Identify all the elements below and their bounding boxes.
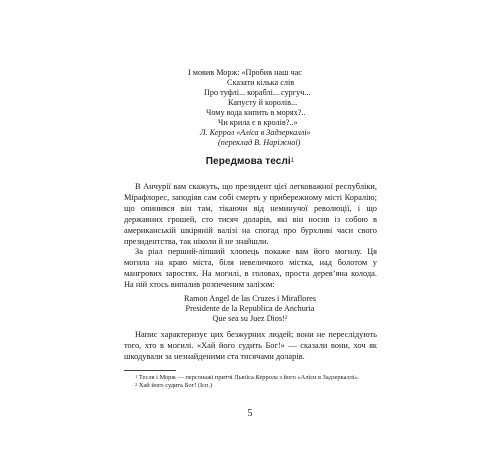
footnote-divider	[124, 370, 176, 371]
inscription-line: Ramon Angel de las Cruzes i Miraflores	[184, 294, 316, 303]
epigraph-line: І мовив Морж: «Пробив наш час	[188, 68, 302, 77]
grave-inscription	[0, 294, 500, 324]
epigraph-line: Чому вода кипить в морях?..	[206, 108, 306, 117]
paragraph: В Анчурії вам скажуть, що президент цієї легковажної республіки, Мірафлорес, заподіяв сам собі смерть у прибережному місті Коралію; що опинився він там, тікаючи від неминучої революції, і що державних грошей, сто тисяч доларів, які він носив із собою в американській шкіряній валізі на спогад про бурхливі часи свого президентства, так ніколи й не знайшли.	[124, 182, 377, 246]
chapter-heading	[0, 156, 500, 168]
page-number: 5	[247, 408, 253, 419]
paragraph: За ріал перший-ліпший хлопець покаже вам його могилу. Ця могила на краю міста, біля невеличкого містка, над болотом у мангрових заростях. На могилі, в головах, проста дерев’яна колода. На ній хтось випалив розпеченим залізом:	[124, 247, 377, 290]
epigraph	[188, 68, 428, 148]
footnotes	[124, 374, 377, 390]
epigraph-attribution: Л. Кеpрол «Аліса в Задзеркаллі»	[200, 128, 311, 137]
body-text	[124, 182, 377, 291]
footnote-text: Хай його судить Бог! (Ісп.)	[138, 382, 213, 389]
inscription-line: Presidente de la Republica de Anchuria	[185, 304, 315, 313]
epigraph-line: Про туфлі... кораблі... сургуч...	[204, 88, 311, 97]
epigraph-line: Сказати кілька слів	[227, 78, 295, 87]
epigraph-translator: (переклад В. Наріжної)	[218, 138, 301, 147]
footnote-mark: 1	[135, 374, 138, 379]
epigraph-line: Чи крила є в кролів?..»	[218, 118, 298, 127]
footnote	[124, 374, 377, 382]
inscription-line: Que sea su Juez Dios!	[212, 314, 285, 323]
footnote	[124, 382, 377, 390]
footnote-ref: 1	[290, 158, 295, 164]
paragraph: Напис характеризує цих безжурних людей; вони не переслідують того, хто в могилі. «Хай його судить Бог!» — сказали вони, хоч як шкодували за незнайденими ста тисячами доларів.	[124, 330, 377, 361]
body-text-continued	[124, 330, 377, 363]
footnote-text: Тесля і Морж — персонажі притчі Льюїса Керрола з його «Аліси в Задзеркаллі».	[138, 374, 360, 381]
chapter-title: Передмова теслі	[205, 156, 291, 167]
epigraph-line: Капусту й королів...	[228, 98, 298, 107]
footnote-ref: 2	[284, 315, 288, 321]
footnote-mark: 2	[135, 382, 138, 387]
